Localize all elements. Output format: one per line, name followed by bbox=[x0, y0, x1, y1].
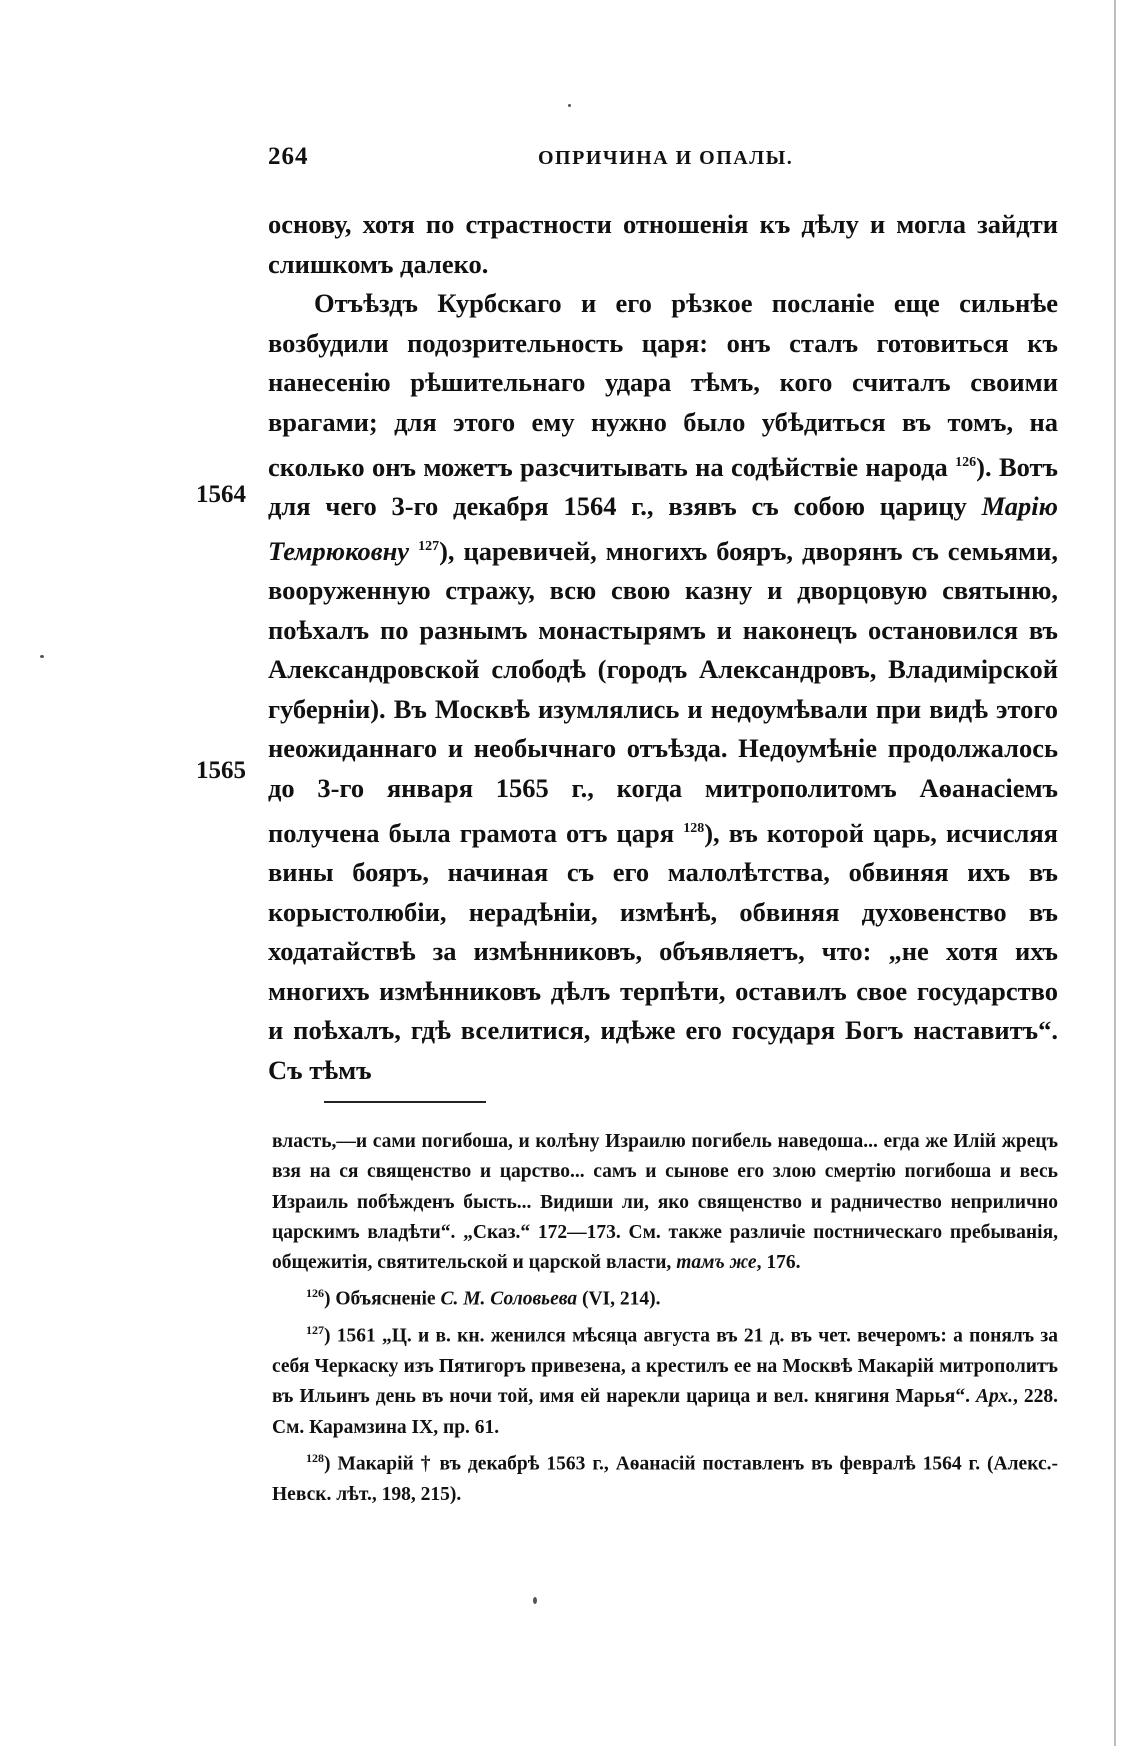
text-run: (VI, 214). bbox=[581, 1288, 661, 1310]
text-run: ) Макарій † въ декабрѣ 1563 г., Аѳанасій поставленъ въ февралѣ 1564 г. (Алекс.-Невск. лѣт., 198, 215). bbox=[272, 1453, 1058, 1505]
page-number: 264 bbox=[268, 143, 309, 170]
text-run: Отъѣздъ Курбскаго и его рѣзкое посланіе еще сильнѣе возбудили подозрительность царя: онъ сталъ готовиться къ нанесенію рѣшительнаго удара тѣмъ, кого считалъ своими врагами; для этого ему нужно было убѣдиться въ томъ, на сколько онъ можетъ разсчитывать на содѣйствіе народа bbox=[268, 288, 1058, 482]
footnotes bbox=[272, 1127, 1058, 1510]
paragraph-continued: основу, хотя по страстности отношенія къ дѣлу и могла зайдти слишкомъ далеко. bbox=[268, 209, 1058, 279]
text-run: власть,—и сами погибоша, и колѣну Израилю погибель наведоша... егда же Илій жрецъ взя на ся священство и царство... самъ и сынове его злою смертію погибоша и весь Израиль побѣжденъ бысть... Видиши ли, яко священство и радничество неприлично царскимъ владѣти“. „Сказ.“ 172—173. См. также различіе постническаго пребыванія, общежитія, святительской и царской власти, bbox=[272, 1131, 1058, 1274]
text-run: ), въ которой царь, исчисляя вины бояръ, начиная съ его малолѣтства, обвиняя ихъ въ корыстолюбіи, нерадѣніи, измѣнѣ, обвиняя духовенство въ ходатайствѣ за измѣнниковъ, объявляетъ, что: „не хотя ихъ многихъ измѣнниковъ дѣлъ терпѣти, оставилъ свое государство и поѣхалъ, гдѣ вселитися, идѣже его государя Богъ наставитъ“. Съ тѣмъ bbox=[268, 817, 1058, 1085]
text-run: ), царевичей, многихъ бояръ, дворянъ съ семьями, вооруженную стражу, всю свою казну и дворцовую святыню, поѣхалъ по разнымъ монастырямъ и наконецъ остановился въ Александровской слободѣ (городъ Александровъ, Владимірской губерніи). Въ Москвѣ изумлялись и недоумѣвали при видѣ этого неожиданнаго и необычнаго отъѣзда. Недоумѣніе продолжалось до 3-го января 1565 г., когда митрополитомъ Аѳанасіемъ получена была грамота отъ царя bbox=[268, 535, 1058, 848]
footnote-128 bbox=[272, 1443, 1058, 1510]
main-text bbox=[268, 205, 1058, 1091]
running-title: ОПРИЧИНА И ОПАЛЫ. bbox=[538, 147, 794, 169]
margin-year-1565: 1565 bbox=[196, 757, 246, 784]
italic-name: Марію Темрюковну bbox=[268, 490, 1059, 566]
footnote-126 bbox=[272, 1278, 1058, 1315]
ink-speck bbox=[40, 655, 44, 658]
text-run: ). Вотъ для чего 3-го декабря 1564 г., взявъ съ собою царицу bbox=[268, 451, 1059, 521]
text-run: ) 1561 „Ц. и в. кн. женился мѣсяца августа въ 21 д. въ чет. вечеромъ: а понялъ за себя Черкаску изъ Пятигоръ привезена, а крестилъ ее на Москвѣ Макарій митрополитъ въ Ильинъ день въ ночи той, имя ей нарекли царица и вел. княгиня Марья“. bbox=[272, 1325, 1058, 1408]
text-run: , 228. См. Карамзина IX, пр. 61. bbox=[272, 1386, 1059, 1438]
footnote-mark: 127 bbox=[306, 1323, 324, 1338]
footnote-separator bbox=[324, 1101, 486, 1103]
footnote-ref-126: 126 bbox=[955, 454, 977, 470]
margin-year-1564: 1564 bbox=[196, 481, 246, 508]
footnote-mark: 126 bbox=[306, 1286, 324, 1301]
italic-author: С. М. Соловьева bbox=[440, 1288, 578, 1310]
paragraph-kurbsky bbox=[268, 284, 1058, 1090]
footnote-continued bbox=[272, 1127, 1058, 1278]
italic-ref: Арх. bbox=[975, 1386, 1013, 1408]
text-run: ) Объясненіе bbox=[324, 1288, 436, 1310]
page-edge-rule bbox=[1114, 0, 1116, 1746]
footnote-ref-127: 127 bbox=[418, 538, 440, 554]
footnote-ref-128: 128 bbox=[683, 820, 705, 836]
text-run: , 176. bbox=[756, 1252, 801, 1274]
footnote-mark: 128 bbox=[306, 1450, 324, 1465]
ink-speck bbox=[533, 1597, 537, 1604]
ink-speck bbox=[568, 104, 571, 107]
italic-ref: тамъ же bbox=[676, 1252, 757, 1274]
footnote-127 bbox=[272, 1315, 1058, 1443]
